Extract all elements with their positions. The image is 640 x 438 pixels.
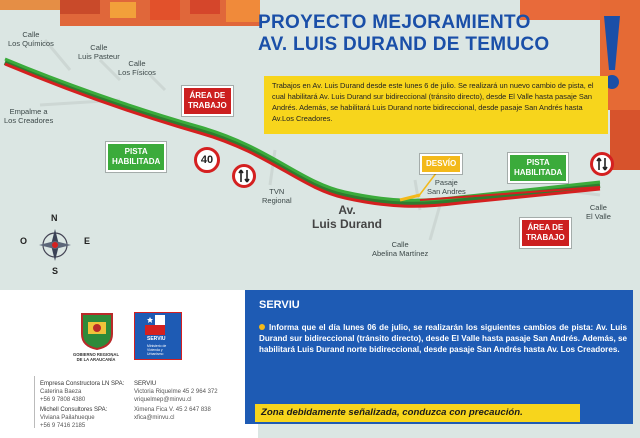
two-way-sign-icon	[232, 164, 256, 188]
contact-serviu-line2: vriquelmep@minvu.cl	[134, 397, 192, 403]
contact-serviu-line4: xfica@minvu.cl	[134, 415, 175, 421]
gore-logo-icon	[80, 312, 114, 350]
gore-logo-text: GOBIERNO REGIONAL DE LA ARAUCANÍA	[72, 352, 120, 362]
tag-area-trabajo-2: ÁREA DE TRABAJO	[520, 218, 571, 248]
contact-consultores-name: Michell Consultores SPA:	[40, 407, 108, 413]
contact-constructora-person: Caterina Baeza	[40, 389, 82, 395]
street-tvn: TVN Regional	[262, 187, 292, 205]
page-title	[258, 12, 588, 56]
serviu-logo-sub: Ministerio de Vivienda y Urbanismo	[147, 344, 167, 356]
contact-consultores-phone: +56 9 7416 2185	[40, 423, 86, 429]
title-line-1: PROYECTO MEJORAMIENTO	[258, 12, 531, 33]
street-empalme: Empalme a Los Creadores	[4, 107, 54, 125]
bullet-icon	[259, 324, 265, 330]
tag-area-trabajo-1: ÁREA DE TRABAJO	[182, 86, 233, 116]
compass-o: O	[20, 236, 28, 246]
contact-consultores	[40, 406, 107, 430]
contact-constructora-phone: +56 9 7808 4380	[40, 397, 86, 403]
contact-serviu-line1: Victoria Riquelme 45 2 964 372	[134, 389, 218, 395]
compass-s: S	[52, 266, 59, 276]
contact-constructora	[40, 380, 124, 404]
contact-consultores-person: Viviana Pailahueque	[40, 415, 95, 421]
serviu-title: SERVIU	[259, 299, 300, 311]
serviu-logo	[134, 312, 182, 360]
serviu-notice	[259, 322, 627, 356]
contact-serviu	[134, 380, 218, 422]
caution-banner: Zona debidamente señalizada, conduzca con precaución.	[255, 404, 580, 422]
divider	[34, 376, 35, 428]
tag-pista-habilitada-1: PISTA HABILITADA	[106, 142, 166, 172]
two-way-sign-icon-2	[590, 152, 614, 176]
street-luis-pasteur: Calle Luis Pasteur	[78, 43, 120, 61]
serviu-notice-text: Informa que el día lunes 06 de julio, se realizarán los siguientes cambios de pista: Av. Luis Durand sur bidireccional (tránsito directo), desde El Valle hasta pasaje San Andrés. Además, se habilitará Luis Durand norte bidireccional, desde pasaje San Andrés hasta Av. Los Creadores.	[259, 323, 627, 355]
street-abelina: Calle Abelina Martínez	[372, 240, 429, 258]
serviu-logo-word: SERVIU	[147, 336, 166, 342]
compass-e: E	[84, 236, 91, 246]
street-los-fisicos: Calle Los Físicos	[118, 59, 156, 77]
contacts-panel	[0, 372, 258, 438]
speed-limit-sign: 40	[194, 147, 220, 173]
contact-constructora-name: Empresa Constructora LN SPA:	[40, 381, 125, 387]
contact-serviu-name: SERVIU	[134, 381, 157, 387]
street-los-quimicos: Calle Los Químicos	[8, 30, 54, 48]
street-el-valle: Calle El Valle	[586, 203, 611, 221]
street-san-andres: Pasaje San Andres	[427, 178, 466, 196]
title-line-2: AV. LUIS DURAND DE TEMUCO	[258, 34, 550, 55]
chile-star-icon	[145, 315, 165, 335]
tag-pista-habilitada-2: PISTA HABILITADA	[508, 153, 568, 183]
tag-desvio: DESVÍO	[420, 154, 462, 174]
compass-n: N	[51, 213, 58, 223]
info-box: Trabajos en Av. Luis Durand desde este lunes 6 de julio. Se realizará un nuevo cambio de pista, el cual habilitará Av. Luis Durand sur bidireccional (tránsito directo), desde El Valle hasta pasaje San Andrés. Además, se habilitará Luis Durand norte bidireccional, desde pasaje San Andrés hasta Av.Los Creadores.	[264, 76, 608, 134]
contact-serviu-line3: Ximena Fica V. 45 2 647 838	[134, 407, 211, 413]
avenue-luis-durand: Av. Luis Durand	[312, 203, 383, 232]
